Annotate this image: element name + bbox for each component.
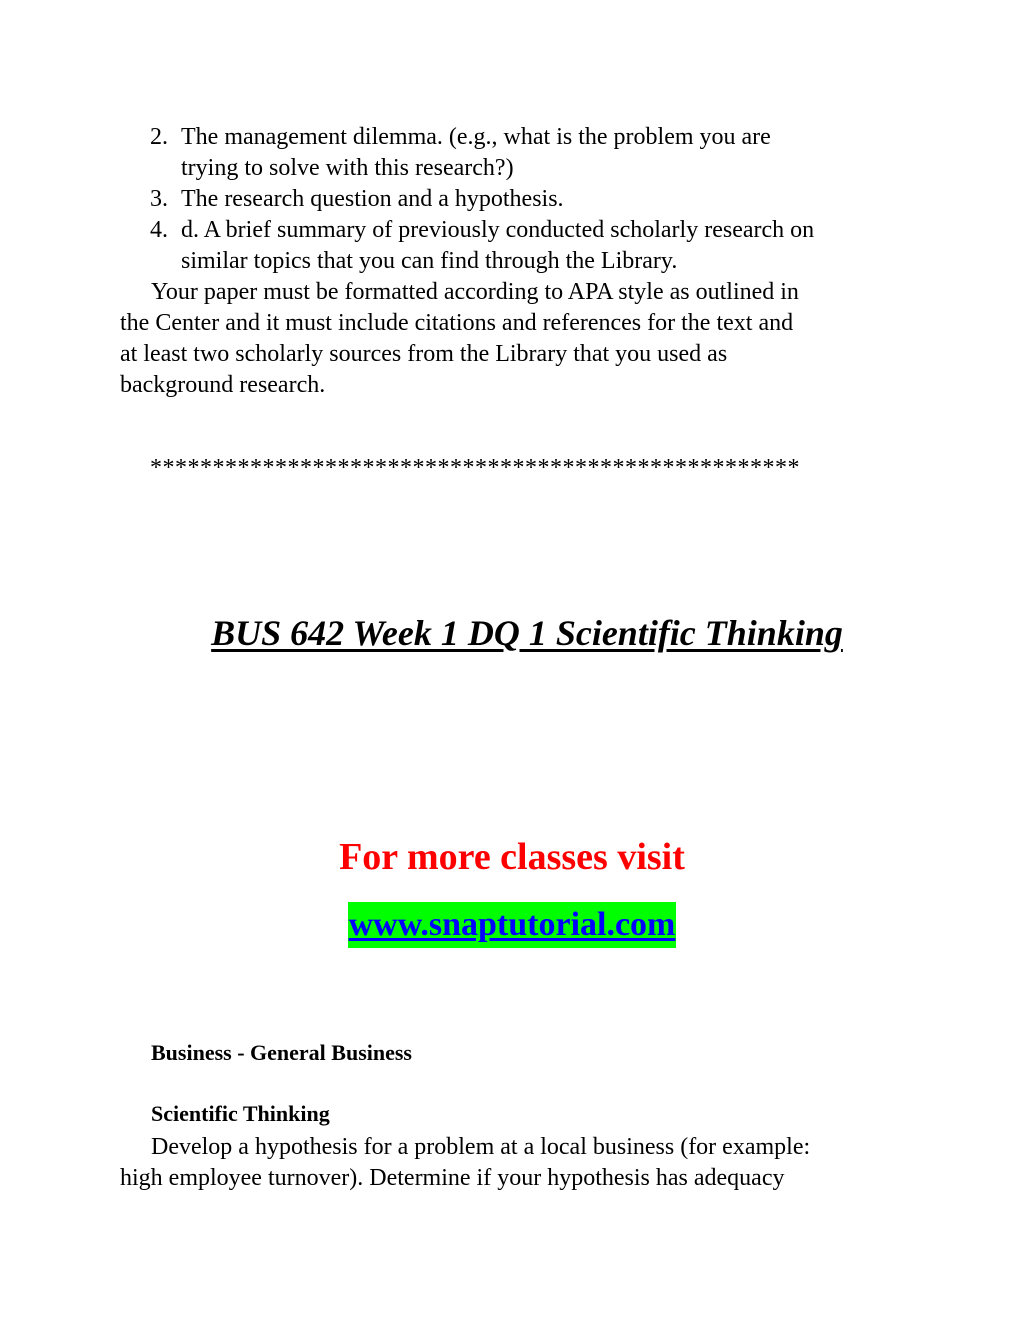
category-heading: Business - General Business [151, 1040, 412, 1065]
paper-format-paragraph [120, 277, 900, 401]
paragraph-line: Develop a hypothesis for a problem at a local business (for example: [151, 1134, 811, 1160]
separator: **************************************************** [150, 455, 800, 481]
list-number: 3. [150, 186, 168, 212]
list-item-line: The management dilemma. (e.g., what is the problem you are [181, 124, 771, 150]
promo-link-wrapper [0, 902, 1024, 948]
promo-text: For more classes visit [339, 836, 685, 878]
list-item-line: trying to solve with this research?) [181, 155, 514, 181]
snaptutorial-link[interactable]: www.snaptutorial.com [348, 902, 677, 948]
list-item [0, 215, 911, 277]
section-heading: Scientific Thinking [151, 1101, 330, 1126]
list-number: 4. [150, 217, 168, 243]
page-title: BUS 642 Week 1 DQ 1 Scientific Thinking [211, 613, 843, 653]
list-item-line: similar topics that you can find through the Library. [181, 248, 678, 274]
list-item-line: d. A brief summary of previously conducted scholarly research on [181, 217, 815, 243]
paragraph-line: the Center and it must include citations and references for the text and [120, 310, 794, 336]
body-paragraph [120, 1132, 900, 1194]
paragraph-line: at least two scholarly sources from the Library that you used as [120, 341, 728, 367]
list-item [0, 122, 911, 184]
numbered-list [0, 122, 1024, 277]
list-item-line: The research question and a hypothesis. [181, 186, 564, 212]
paragraph-line: Your paper must be formatted according to APA style as outlined in [151, 279, 799, 305]
list-item [0, 184, 911, 215]
paragraph-line: high employee turnover). Determine if your hypothesis has adequacy [120, 1165, 785, 1191]
list-number: 2. [150, 124, 168, 150]
paragraph-line: background research. [120, 372, 326, 398]
